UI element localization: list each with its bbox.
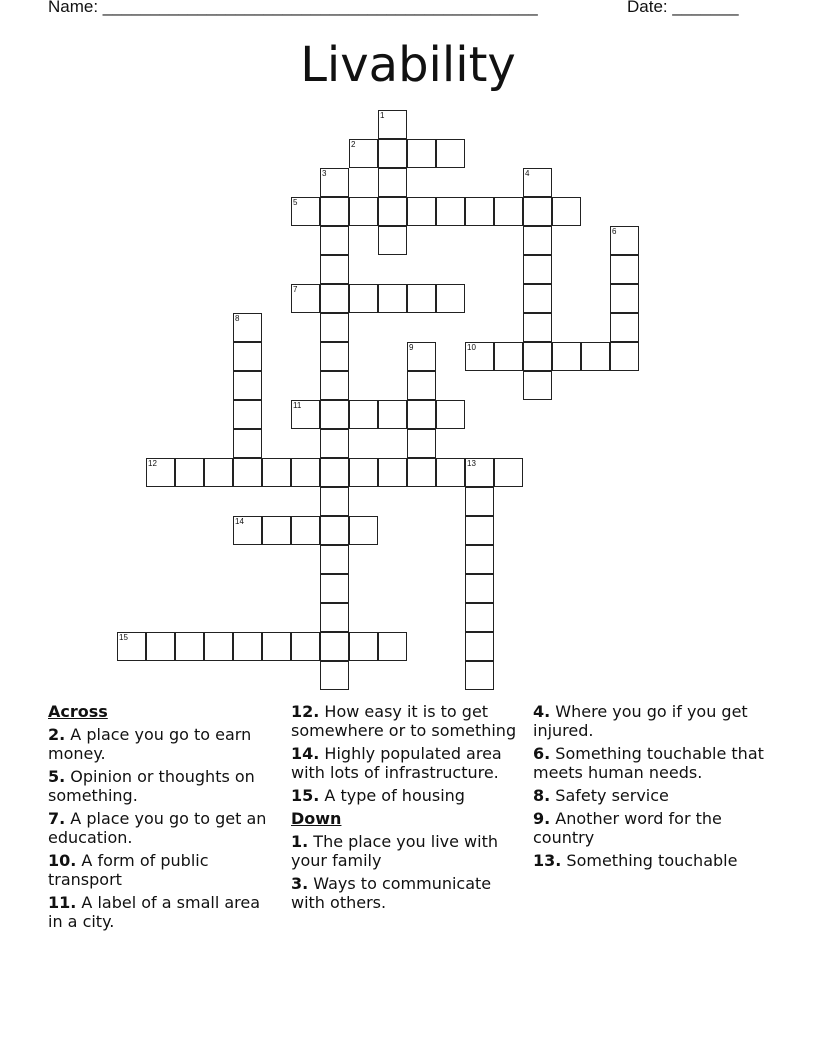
across-clue [48, 893, 273, 931]
clue-number: 13. [533, 851, 562, 870]
grid-cell[interactable] [378, 110, 407, 139]
grid-cell[interactable] [291, 400, 320, 429]
grid-cell[interactable] [233, 371, 262, 400]
grid-cell[interactable] [204, 632, 233, 661]
clue-number-label: 11 [293, 401, 302, 410]
grid-cell[interactable] [175, 458, 204, 487]
grid-cell[interactable] [523, 342, 552, 371]
clue-text: Safety service [550, 786, 669, 805]
down-clue [533, 702, 773, 740]
grid-cell[interactable] [320, 313, 349, 342]
clue-text: How easy it is to get somewhere or to something [291, 702, 517, 740]
down-clue-list-continued [533, 702, 773, 870]
grid-cell[interactable] [610, 313, 639, 342]
grid-cell[interactable] [349, 139, 378, 168]
grid-cell[interactable] [233, 458, 262, 487]
grid-cell[interactable] [233, 342, 262, 371]
grid-cell[interactable] [320, 400, 349, 429]
clue-number-label: 8 [235, 314, 240, 323]
grid-cell[interactable] [494, 197, 523, 226]
grid-cell[interactable] [291, 516, 320, 545]
down-clue-list [291, 832, 526, 912]
grid-cell[interactable] [262, 458, 291, 487]
grid-cell[interactable] [262, 632, 291, 661]
clue-text: Highly populated area with lots of infrastructure. [291, 744, 502, 782]
grid-cell[interactable] [552, 197, 581, 226]
clue-text: Opinion or thoughts on something. [48, 767, 255, 805]
clue-number: 8. [533, 786, 551, 805]
grid-cell[interactable] [407, 197, 436, 226]
clue-text: Ways to communicate with others. [291, 874, 492, 912]
grid-cell[interactable] [465, 661, 494, 690]
grid-cell[interactable] [291, 197, 320, 226]
grid-cell[interactable] [378, 197, 407, 226]
clue-number: 1. [291, 832, 309, 851]
grid-cell[interactable] [523, 284, 552, 313]
down-heading: Down [291, 809, 342, 828]
grid-cell[interactable] [465, 545, 494, 574]
date-field-label: Date: _______ [627, 0, 739, 16]
clue-number-label: 9 [409, 343, 414, 352]
clue-number-label: 4 [525, 169, 530, 178]
across-clue [291, 744, 526, 782]
grid-cell[interactable] [320, 661, 349, 690]
grid-cell[interactable] [378, 458, 407, 487]
clues-column-1 [48, 702, 273, 935]
clue-number-label: 5 [293, 198, 298, 207]
grid-cell[interactable] [610, 226, 639, 255]
grid-cell[interactable] [233, 313, 262, 342]
grid-cell[interactable] [465, 516, 494, 545]
clue-text: A type of housing [319, 786, 465, 805]
grid-cell[interactable] [610, 284, 639, 313]
grid-cell[interactable] [320, 255, 349, 284]
clue-text: A label of a small area in a city. [48, 893, 261, 931]
grid-cell[interactable] [407, 458, 436, 487]
grid-cell[interactable] [523, 313, 552, 342]
grid-cell[interactable] [494, 458, 523, 487]
grid-cell[interactable] [349, 458, 378, 487]
clue-text: A place you go to earn money. [48, 725, 252, 763]
grid-cell[interactable] [523, 255, 552, 284]
clue-number: 7. [48, 809, 66, 828]
grid-cell[interactable] [610, 342, 639, 371]
clue-number: 5. [48, 767, 66, 786]
grid-cell[interactable] [204, 458, 233, 487]
grid-cell[interactable] [407, 342, 436, 371]
clue-number: 2. [48, 725, 66, 744]
clue-number-label: 3 [322, 169, 327, 178]
clue-text: The place you live with your family [291, 832, 498, 870]
across-clue [48, 767, 273, 805]
grid-cell[interactable] [320, 516, 349, 545]
grid-cell[interactable] [320, 197, 349, 226]
grid-cell[interactable] [349, 197, 378, 226]
grid-cell[interactable] [146, 458, 175, 487]
clue-text: Something touchable [561, 851, 738, 870]
grid-cell[interactable] [291, 284, 320, 313]
clue-number-label: 6 [612, 227, 617, 236]
grid-cell[interactable] [233, 400, 262, 429]
grid-cell[interactable] [320, 458, 349, 487]
grid-cell[interactable] [407, 139, 436, 168]
grid-cell[interactable] [262, 516, 291, 545]
clues-column-3 [533, 702, 773, 874]
grid-cell[interactable] [320, 574, 349, 603]
grid-cell[interactable] [320, 429, 349, 458]
grid-cell[interactable] [320, 603, 349, 632]
clue-text: Another word for the country [533, 809, 722, 847]
clue-number-label: 2 [351, 140, 356, 149]
grid-cell[interactable] [349, 284, 378, 313]
clue-number: 9. [533, 809, 551, 828]
across-clue [48, 725, 273, 763]
grid-cell[interactable] [378, 168, 407, 197]
grid-cell[interactable] [291, 632, 320, 661]
clue-number: 4. [533, 702, 551, 721]
clue-text: A place you go to get an education. [48, 809, 267, 847]
grid-cell[interactable] [349, 632, 378, 661]
down-clue [533, 786, 773, 805]
clue-number-label: 12 [148, 459, 157, 468]
clue-number: 14. [291, 744, 320, 763]
grid-cell[interactable] [320, 168, 349, 197]
grid-cell[interactable] [291, 458, 320, 487]
down-clue [291, 832, 526, 870]
clue-text: Where you go if you get injured. [533, 702, 748, 740]
clue-number: 11. [48, 893, 77, 912]
grid-cell[interactable] [523, 371, 552, 400]
grid-cell[interactable] [320, 545, 349, 574]
down-clue [291, 874, 526, 912]
grid-cell[interactable] [465, 342, 494, 371]
down-clue [533, 744, 773, 782]
grid-cell[interactable] [407, 284, 436, 313]
clue-number-label: 15 [119, 633, 128, 642]
clue-number-label: 13 [467, 459, 476, 468]
clue-text: A form of public transport [48, 851, 209, 889]
grid-cell[interactable] [523, 226, 552, 255]
grid-cell[interactable] [436, 284, 465, 313]
grid-cell[interactable] [146, 632, 175, 661]
grid-cell[interactable] [378, 400, 407, 429]
grid-cell[interactable] [465, 197, 494, 226]
grid-cell[interactable] [320, 487, 349, 516]
grid-cell[interactable] [378, 632, 407, 661]
grid-cell[interactable] [465, 632, 494, 661]
grid-cell[interactable] [349, 400, 378, 429]
across-clue [291, 786, 526, 805]
clue-number-label: 14 [235, 517, 244, 526]
clue-number-label: 7 [293, 285, 298, 294]
puzzle-title: Livability [300, 37, 516, 93]
across-heading: Across [48, 702, 108, 721]
clue-number-label: 1 [380, 111, 385, 120]
grid-cell[interactable] [320, 342, 349, 371]
grid-cell[interactable] [320, 226, 349, 255]
grid-cell[interactable] [610, 255, 639, 284]
down-clue [533, 851, 773, 870]
grid-cell[interactable] [436, 458, 465, 487]
grid-cell[interactable] [407, 429, 436, 458]
grid-cell[interactable] [320, 284, 349, 313]
grid-cell[interactable] [436, 400, 465, 429]
grid-cell[interactable] [378, 226, 407, 255]
grid-cell[interactable] [233, 632, 262, 661]
name-field-label: Name: ______________________________________________ [48, 0, 538, 16]
clue-number: 3. [291, 874, 309, 893]
grid-cell[interactable] [465, 574, 494, 603]
clue-number-label: 10 [467, 343, 476, 352]
grid-cell[interactable] [233, 516, 262, 545]
across-clue [48, 809, 273, 847]
grid-cell[interactable] [465, 487, 494, 516]
grid-cell[interactable] [436, 139, 465, 168]
grid-cell[interactable] [436, 197, 465, 226]
grid-cell[interactable] [407, 400, 436, 429]
grid-cell[interactable] [465, 458, 494, 487]
clue-number: 15. [291, 786, 320, 805]
grid-cell[interactable] [494, 342, 523, 371]
grid-cell[interactable] [320, 371, 349, 400]
grid-cell[interactable] [465, 603, 494, 632]
clues-column-2 [291, 702, 526, 916]
grid-cell[interactable] [552, 342, 581, 371]
clue-text: Something touchable that meets human needs. [533, 744, 764, 782]
across-clue-list-continued [291, 702, 526, 805]
grid-cell[interactable] [320, 632, 349, 661]
grid-cell[interactable] [233, 429, 262, 458]
grid-cell[interactable] [581, 342, 610, 371]
grid-cell[interactable] [378, 139, 407, 168]
grid-cell[interactable] [175, 632, 204, 661]
clue-number: 6. [533, 744, 551, 763]
clue-number: 12. [291, 702, 320, 721]
across-clue [291, 702, 526, 740]
across-clue-list [48, 725, 273, 931]
grid-cell[interactable] [378, 284, 407, 313]
grid-cell[interactable] [407, 371, 436, 400]
grid-cell[interactable] [349, 516, 378, 545]
grid-cell[interactable] [117, 632, 146, 661]
grid-cell[interactable] [523, 168, 552, 197]
down-clue [533, 809, 773, 847]
grid-cell[interactable] [523, 197, 552, 226]
across-clue [48, 851, 273, 889]
clue-number: 10. [48, 851, 77, 870]
